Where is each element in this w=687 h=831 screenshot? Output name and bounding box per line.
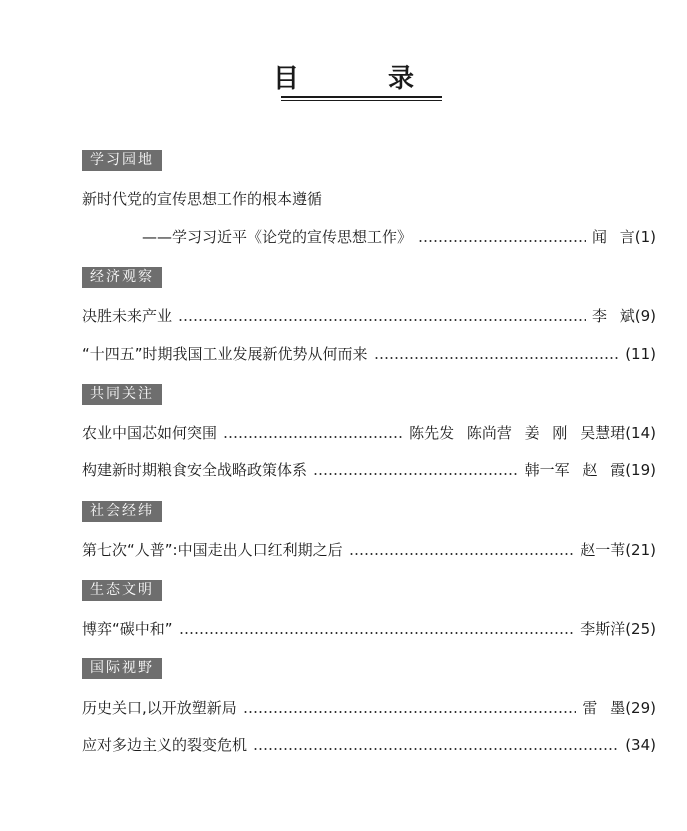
toc-entry-author: 陈先发 陈尚营 姜 刚 吴慧珺: [409, 424, 626, 442]
toc-entry[interactable]: [82, 539, 656, 561]
toc-entry-author: 李 斌: [591, 307, 635, 325]
section-label-focus: 共同关注: [82, 384, 162, 405]
toc-entry-page: (1): [634, 228, 656, 246]
toc-entry[interactable]: [82, 305, 656, 327]
toc-entry-title: 历史关口,以开放塑新局: [82, 699, 237, 717]
leader-dots: [313, 473, 519, 475]
toc-entry-page: (29): [625, 699, 656, 717]
toc-entry-title: ——学习习近平《论党的宣传思想工作》: [142, 228, 413, 246]
toc-entry-author: 雷 墨: [582, 699, 626, 717]
toc-entry-page: (11): [625, 345, 656, 363]
toc-entry-title[interactable]: 新时代党的宣传思想工作的根本遵循: [82, 190, 323, 208]
toc-entry-page: (25): [625, 620, 656, 638]
leader-dots: [253, 748, 619, 750]
leader-dots: [349, 553, 575, 555]
leader-dots: [418, 240, 586, 242]
toc-entry-author: 李斯洋: [580, 620, 626, 638]
toc-entry-author: 赵一苇: [580, 541, 626, 559]
toc-title-wrap: [0, 62, 687, 96]
toc-entry-page: (34): [625, 736, 656, 754]
section-label-international: 国际视野: [82, 658, 162, 679]
section-label-ecology: 生态文明: [82, 580, 162, 601]
section-label-economy: 经济观察: [82, 267, 162, 288]
toc-entry-title: 第七次“人普”:中国走出人口红利期之后: [82, 541, 343, 559]
toc-entry[interactable]: [82, 618, 656, 640]
toc-entry-page: (21): [625, 541, 656, 559]
toc-entry-title: 博弈“碳中和”: [82, 620, 173, 638]
toc-entry-page: (19): [625, 461, 656, 479]
section-label-society: 社会经纬: [82, 501, 162, 522]
leader-dots: [178, 319, 586, 321]
title-underline-thin: [281, 100, 442, 101]
toc-entry-title: 决胜未来产业: [82, 307, 173, 325]
toc-entry-author: 韩一军 赵 霞: [524, 461, 626, 479]
section-label-study: 学习园地: [82, 150, 162, 171]
title-underline: [281, 96, 442, 98]
toc-entry-page: (14): [625, 424, 656, 442]
toc-entry[interactable]: [82, 697, 656, 719]
leader-dots: [179, 632, 575, 634]
toc-entry-title: “十四五”时期我国工业发展新优势从何而来: [82, 345, 368, 363]
toc-title: 目 录: [272, 64, 455, 94]
toc-entry-title: 应对多边主义的裂变危机: [82, 736, 248, 754]
toc-entry[interactable]: [82, 422, 656, 444]
toc-entry[interactable]: [82, 734, 656, 756]
toc-entry[interactable]: [142, 226, 656, 248]
leader-dots: [243, 711, 577, 713]
toc-entry[interactable]: [82, 343, 656, 365]
toc-entry-page: (9): [634, 307, 656, 325]
toc-entry-title: 农业中国芯如何突围: [82, 424, 218, 442]
leader-dots: [223, 436, 403, 438]
toc-entry[interactable]: [82, 459, 656, 481]
toc-entry-title: 构建新时期粮食安全战略政策体系: [82, 461, 308, 479]
toc-entry-author: 闻 言: [591, 228, 635, 246]
leader-dots: [374, 357, 620, 359]
